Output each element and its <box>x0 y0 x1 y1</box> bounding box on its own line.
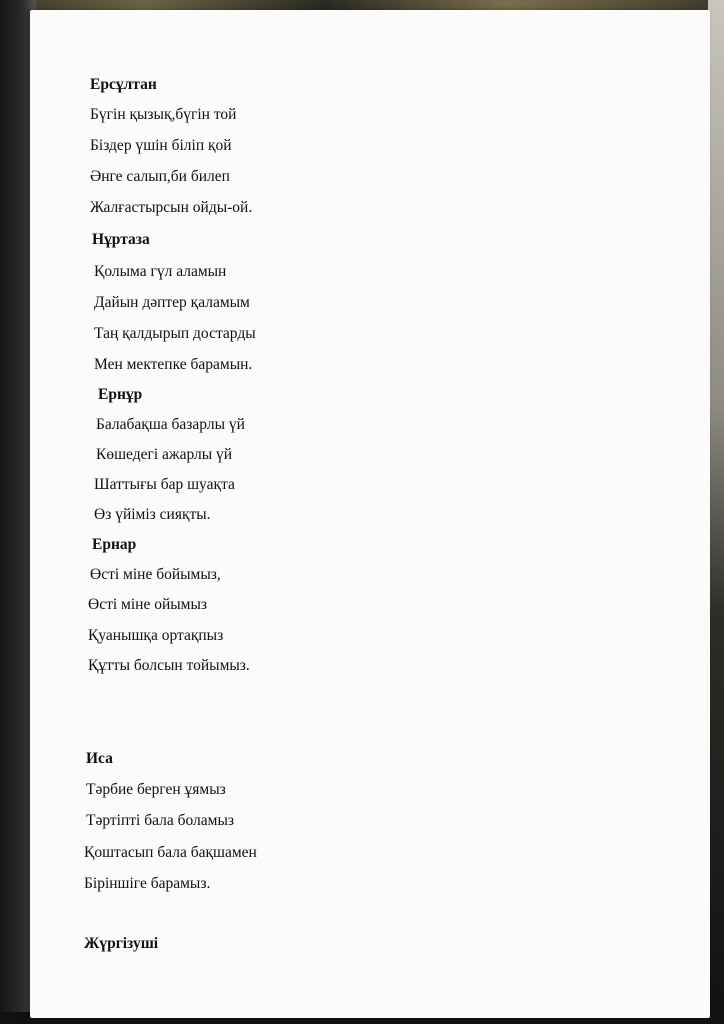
verse-line: Өз үйіміз сияқты. <box>94 506 211 523</box>
verse-line: Әнге салып,би билеп <box>90 168 230 185</box>
verse-line: Балабақша базарлы үй <box>96 416 245 433</box>
speaker-name: Ернұр <box>98 386 143 403</box>
speaker-name: Ерсұлтан <box>90 76 157 93</box>
speaker-name: Иса <box>86 750 113 767</box>
verse-line: Тәрбие берген ұямыз <box>86 781 226 798</box>
verse-line: Дайын дәптер қаламым <box>94 294 250 311</box>
verse-line: Тәртіпті бала боламыз <box>86 812 235 829</box>
verse-line: Шаттығы бар шуақта <box>94 476 235 493</box>
verse-line: Бүгін қызық,бүгін той <box>90 106 237 123</box>
verse-line: Көшедегі ажарлы үй <box>96 446 233 463</box>
speaker-name: Ернар <box>92 536 137 553</box>
scan-right-edge <box>708 0 724 1024</box>
verse-line: Біздер үшін біліп қой <box>90 137 232 154</box>
verse-line: Таң қалдырып достарды <box>94 325 256 342</box>
document-page <box>30 10 710 1018</box>
verse-line: Өсті міне ойымыз <box>88 596 207 613</box>
speaker-name: Жүргізуші <box>84 935 159 952</box>
verse-line: Қоштасып бала бақшамен <box>84 844 257 861</box>
verse-line: Құтты болсын тойымыз. <box>88 657 250 674</box>
verse-line: Біріншіге барамыз. <box>84 875 211 892</box>
verse-line: Қолыма гүл аламын <box>94 263 227 280</box>
verse-line: Қуанышқа ортақпыз <box>88 627 224 644</box>
speaker-name: Нұртаза <box>92 231 150 248</box>
verse-line: Жалғастырсын ойды-ой. <box>90 199 253 216</box>
verse-line: Мен мектепке барамын. <box>94 356 253 373</box>
verse-line: Өсті міне бойымыз, <box>90 566 221 583</box>
